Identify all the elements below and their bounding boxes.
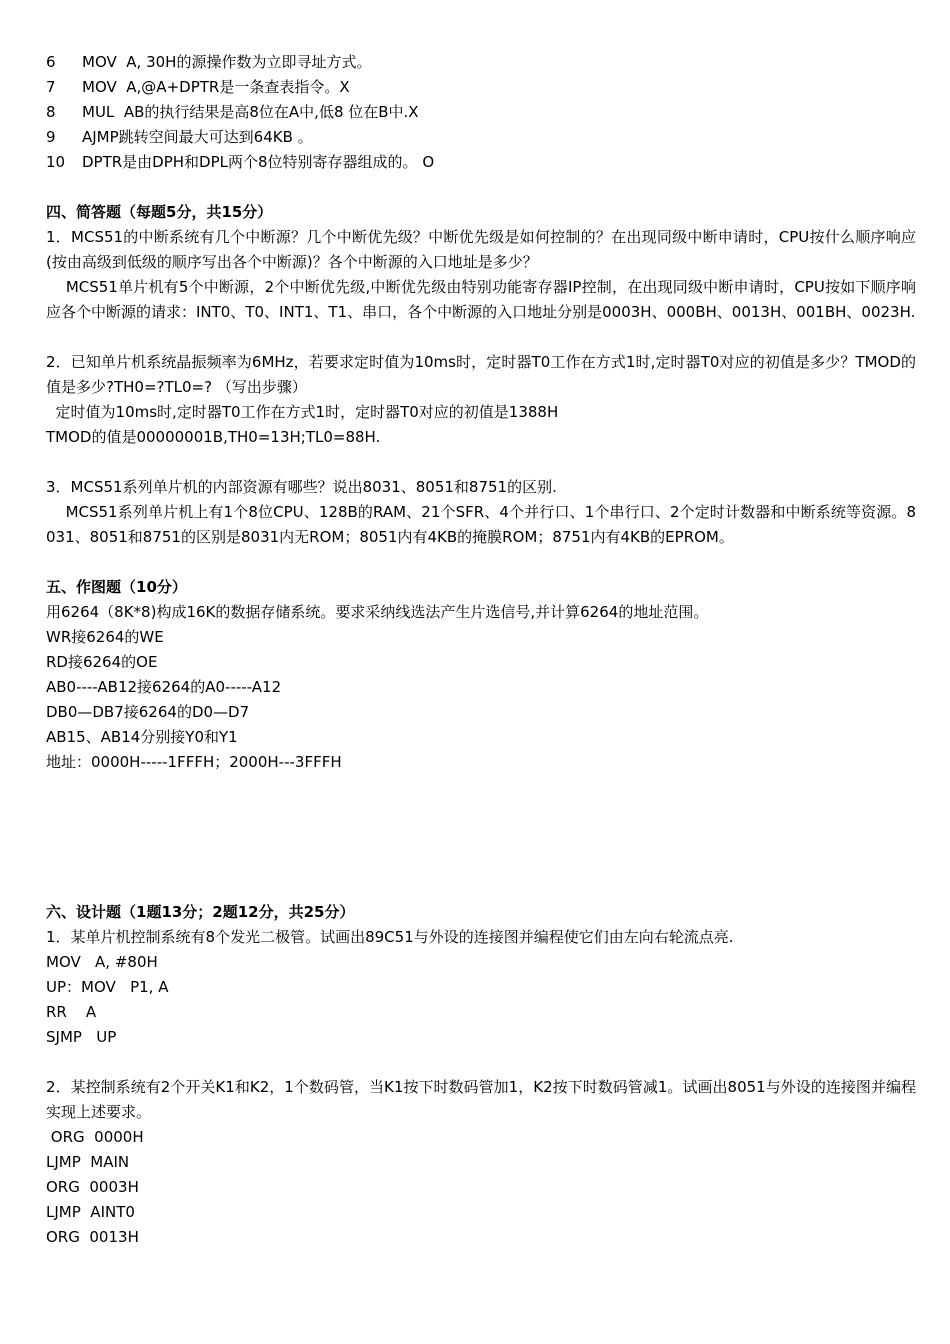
drawing-line: WR接6264的WE xyxy=(46,628,164,646)
code-line: UP：MOV P1, A xyxy=(46,978,169,996)
drawing-line: AB15、AB14分别接Y0和Y1 xyxy=(46,728,238,746)
drawing-line: DB0—DB7接6264的D0—D7 xyxy=(46,703,250,721)
section-drawing xyxy=(46,575,916,775)
question-3: 3．MCS51系列单片机的内部资源有哪些？说出8031、8051和8751的区别. xyxy=(46,478,557,496)
judge-item xyxy=(46,75,916,100)
item-text: DPTR是由DPH和DPL两个8位特别寄存器组成的。 O xyxy=(82,153,435,171)
section-short-answer xyxy=(46,200,916,550)
design-question-1: 1．某单片机控制系统有8个发光二极管。试画出89C51与外设的连接图并编程使它们由左向右轮流点亮. xyxy=(46,928,734,946)
answer-2-line-2: TMOD的值是00000001B,TH0=13H;TL0=88H. xyxy=(46,428,381,446)
judge-items xyxy=(46,50,916,175)
code-line: ORG 0003H xyxy=(46,1178,139,1196)
document-page xyxy=(46,50,916,1250)
design-question-2: 2．某控制系统有2个开关K1和K2，1个数码管，当K1按下时数码管加1，K2按下时数码管减1。试画出8051与外设的连接图并编程实现上述要求。 xyxy=(46,1078,916,1121)
answer-3: MCS51系列单片机上有1个8位CPU、128B的RAM、21个SFR、4个并行口、1个串行口、2个定时计数器和中断系统等资源。8031、8051和8751的区别是8031内无ROM；8051内有4KB的掩膜ROM；8751内有4KB的EPROM。 xyxy=(46,503,916,546)
code-line: LJMP MAIN xyxy=(46,1153,130,1171)
item-number: 10 xyxy=(46,153,66,171)
judge-item xyxy=(46,125,916,150)
item-text: MUL AB的执行结果是高8位在A中,低8 位在B中.X xyxy=(82,103,419,121)
judge-item xyxy=(46,100,916,125)
drawing-line: AB0----AB12接6264的A0-----A12 xyxy=(46,678,282,696)
item-number: 8 xyxy=(46,103,56,121)
code-line: LJMP AINT0 xyxy=(46,1203,135,1221)
judge-item xyxy=(46,50,916,75)
item-number: 7 xyxy=(46,78,56,96)
code-line: ORG 0000H xyxy=(46,1128,144,1146)
question-2: 2．已知单片机系统晶振频率为6MHz，若要求定时值为10ms时，定时器T0工作在方式1时,定时器T0对应的初值是多少？TMOD的值是多少?TH0=?TL0=? （写出步骤） xyxy=(46,353,916,396)
drawing-line: RD接6264的OE xyxy=(46,653,158,671)
item-text: MOV A,@A+DPTR是一条查表指令。X xyxy=(82,78,350,96)
code-line: SJMP UP xyxy=(46,1028,117,1046)
drawing-line: 地址：0000H-----1FFFH；2000H---3FFFH xyxy=(46,753,342,771)
code-line: ORG 0013H xyxy=(46,1228,139,1246)
question-1: 1．MCS51的中断系统有几个中断源？几个中断优先级？中断优先级是如何控制的？在出现同级中断申请时，CPU按什么顺序响应(按由高级到低级的顺序写出各个中断源)？各个中断源的入口地址是多少？ xyxy=(46,228,916,271)
code-line: RR A xyxy=(46,1003,97,1021)
item-number: 6 xyxy=(46,53,56,71)
drawing-intro: 用6264（8K*8)构成16K的数据存储系统。要求采纳线选法产生片选信号,并计算6264的地址范围。 xyxy=(46,603,709,621)
section-heading: 五、作图题（10分） xyxy=(46,578,187,596)
code-line: MOV A, #80H xyxy=(46,953,158,971)
answer-2-line-1: 定时值为10ms时,定时器T0工作在方式1时，定时器T0对应的初值是1388H xyxy=(46,403,559,421)
item-text: MOV A, 30H的源操作数为立即寻址方式。 xyxy=(82,53,372,71)
answer-1: MCS51单片机有5个中断源，2个中断优先级,中断优先级由特别功能寄存器IP控制，在出现同级中断申请时，CPU按如下顺序响应各个中断源的请求：INT0、T0、INT1、T1、串口，各个中断源的入口地址分别是0003H、000BH、0013H、001BH、0023H. xyxy=(46,278,916,321)
section-heading: 四、简答题（每题5分，共15分） xyxy=(46,203,273,221)
item-number: 9 xyxy=(46,128,56,146)
section-design xyxy=(46,900,916,1250)
judge-item xyxy=(46,150,916,175)
section-heading: 六、设计题（1题13分；2题12分，共25分） xyxy=(46,903,355,921)
item-text: AJMP跳转空间最大可达到64KB 。 xyxy=(82,128,313,146)
